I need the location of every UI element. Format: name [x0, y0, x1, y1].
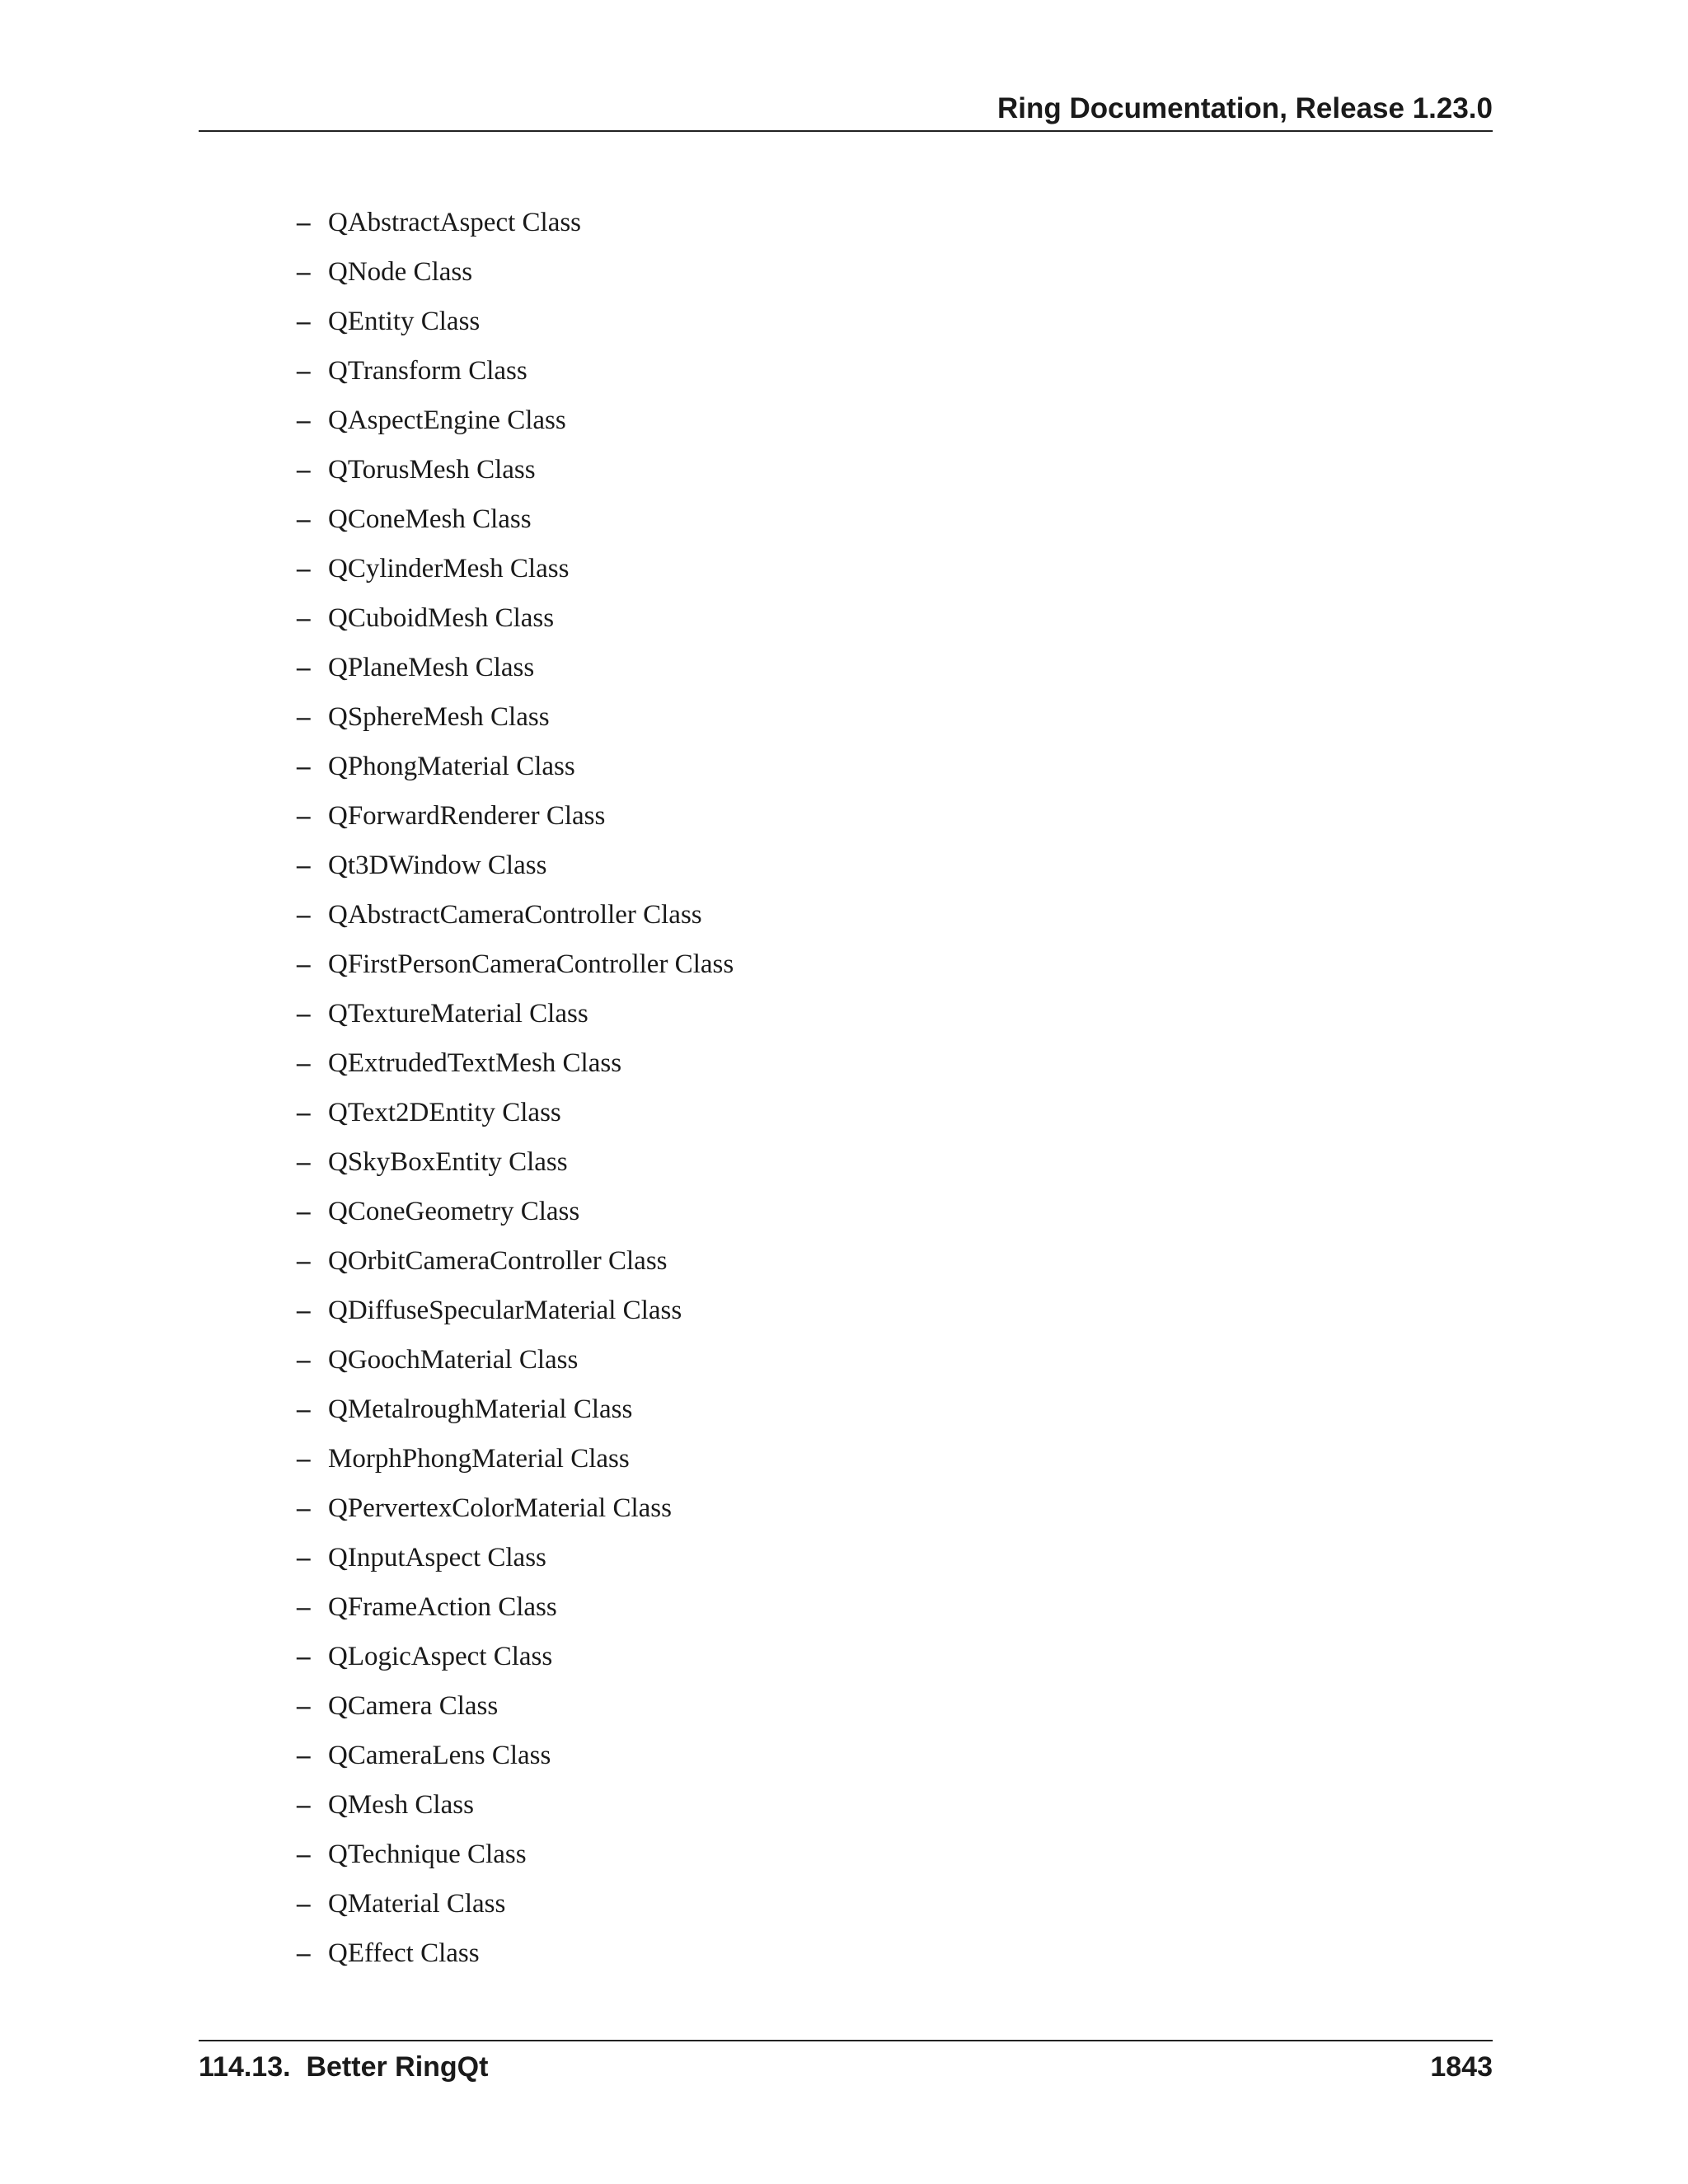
- list-bullet: –: [297, 1196, 311, 1226]
- list-item[interactable]: [297, 1731, 734, 1780]
- list-bullet: –: [297, 751, 311, 781]
- list-item[interactable]: [297, 1286, 734, 1335]
- list-bullet: –: [297, 998, 311, 1029]
- list-item[interactable]: [297, 445, 734, 494]
- list-bullet: –: [297, 1740, 311, 1770]
- list-item-label: QMesh Class: [328, 1789, 474, 1820]
- list-item-label: QConeMesh Class: [328, 504, 532, 534]
- list-bullet: –: [297, 306, 311, 336]
- list-item-label: QTextureMaterial Class: [328, 998, 588, 1029]
- list-bullet: –: [297, 1542, 311, 1572]
- list-bullet: –: [297, 1295, 311, 1325]
- list-bullet: –: [297, 1888, 311, 1919]
- list-item[interactable]: [297, 297, 734, 346]
- list-item-label: QSphereMesh Class: [328, 701, 550, 732]
- list-item[interactable]: [297, 1533, 734, 1582]
- list-bullet: –: [297, 602, 311, 633]
- list-item-label: QPhongMaterial Class: [328, 751, 575, 781]
- header-divider: [199, 130, 1493, 132]
- list-item[interactable]: [297, 940, 734, 989]
- list-item[interactable]: [297, 1236, 734, 1286]
- list-item[interactable]: [297, 593, 734, 643]
- list-item[interactable]: [297, 1434, 734, 1483]
- list-item-label: QTorusMesh Class: [328, 454, 536, 485]
- list-item-label: QFirstPersonCameraController Class: [328, 949, 734, 979]
- list-bullet: –: [297, 1344, 311, 1375]
- list-item[interactable]: [297, 1385, 734, 1434]
- list-item-label: QAspectEngine Class: [328, 405, 566, 435]
- list-bullet: –: [297, 1047, 311, 1078]
- list-item-label: QTransform Class: [328, 355, 528, 386]
- list-item-label: QNode Class: [328, 256, 473, 287]
- list-bullet: –: [297, 1690, 311, 1721]
- footer-divider: [199, 2040, 1493, 2041]
- list-bullet: –: [297, 1789, 311, 1820]
- list-bullet: –: [297, 405, 311, 435]
- list-item[interactable]: [297, 890, 734, 940]
- list-item[interactable]: [297, 742, 734, 791]
- list-item-label: QGoochMaterial Class: [328, 1344, 579, 1375]
- list-item[interactable]: [297, 1335, 734, 1385]
- list-item-label: QAbstractCameraController Class: [328, 899, 702, 930]
- list-bullet: –: [297, 850, 311, 880]
- list-bullet: –: [297, 1641, 311, 1671]
- list-item-label: QEffect Class: [328, 1938, 480, 1968]
- page-footer: [199, 2042, 1493, 2092]
- list-bullet: –: [297, 800, 311, 831]
- list-item-label: QCamera Class: [328, 1690, 499, 1721]
- list-item[interactable]: [297, 1830, 734, 1879]
- list-bullet: –: [297, 355, 311, 386]
- list-item[interactable]: [297, 841, 734, 890]
- list-bullet: –: [297, 1839, 311, 1869]
- list-bullet: –: [297, 1146, 311, 1177]
- list-item-label: QInputAspect Class: [328, 1542, 546, 1572]
- list-bullet: –: [297, 1938, 311, 1968]
- list-bullet: –: [297, 652, 311, 682]
- list-item-label: QPlaneMesh Class: [328, 652, 535, 682]
- list-item-label: QEntity Class: [328, 306, 481, 336]
- footer-section-title: 114.13. Better RingQt: [199, 2050, 489, 2083]
- list-item[interactable]: [297, 1632, 734, 1681]
- list-item-label: QOrbitCameraController Class: [328, 1245, 668, 1276]
- list-item[interactable]: [297, 643, 734, 692]
- list-item-label: QDiffuseSpecularMaterial Class: [328, 1295, 682, 1325]
- list-item[interactable]: [297, 396, 734, 445]
- list-item[interactable]: [297, 1483, 734, 1533]
- list-item-label: QTechnique Class: [328, 1839, 527, 1869]
- list-bullet: –: [297, 1245, 311, 1276]
- list-item[interactable]: [297, 198, 734, 247]
- list-bullet: –: [297, 256, 311, 287]
- list-item[interactable]: [297, 544, 734, 593]
- list-bullet: –: [297, 1097, 311, 1127]
- page-number: 1843: [1430, 2050, 1493, 2083]
- list-item[interactable]: [297, 692, 734, 742]
- list-bullet: –: [297, 504, 311, 534]
- list-bullet: –: [297, 949, 311, 979]
- list-bullet: –: [297, 701, 311, 732]
- list-item-label: QCameraLens Class: [328, 1740, 551, 1770]
- list-item-label: QMaterial Class: [328, 1888, 506, 1919]
- list-item[interactable]: [297, 1681, 734, 1731]
- list-bullet: –: [297, 1591, 311, 1622]
- list-item-label: QConeGeometry Class: [328, 1196, 580, 1226]
- list-item-label: QExtrudedTextMesh Class: [328, 1047, 622, 1078]
- list-item[interactable]: [297, 1582, 734, 1632]
- list-bullet: –: [297, 207, 311, 237]
- list-bullet: –: [297, 454, 311, 485]
- list-item[interactable]: [297, 1780, 734, 1830]
- list-item-label: QCuboidMesh Class: [328, 602, 555, 633]
- list-item-label: QPervertexColorMaterial Class: [328, 1493, 672, 1523]
- page-header: Ring Documentation, Release 1.23.0: [996, 92, 1493, 124]
- list-item-label: QForwardRenderer Class: [328, 800, 606, 831]
- list-item[interactable]: [297, 791, 734, 841]
- list-item-label: MorphPhongMaterial Class: [328, 1443, 630, 1474]
- class-list: [297, 198, 734, 1978]
- list-item-label: QCylinderMesh Class: [328, 553, 570, 583]
- list-bullet: –: [297, 899, 311, 930]
- list-item-label: Qt3DWindow Class: [328, 850, 547, 880]
- list-item-label: QText2DEntity Class: [328, 1097, 561, 1127]
- list-item[interactable]: [297, 494, 734, 544]
- list-bullet: –: [297, 553, 311, 583]
- list-bullet: –: [297, 1493, 311, 1523]
- list-item[interactable]: [297, 1088, 734, 1137]
- list-item[interactable]: [297, 247, 734, 297]
- list-item[interactable]: [297, 989, 734, 1038]
- list-item-label: QMetalroughMaterial Class: [328, 1394, 633, 1424]
- list-item[interactable]: [297, 1038, 734, 1088]
- list-bullet: –: [297, 1394, 311, 1424]
- list-item-label: QSkyBoxEntity Class: [328, 1146, 568, 1177]
- list-item-label: QFrameAction Class: [328, 1591, 557, 1622]
- list-item[interactable]: [297, 1137, 734, 1187]
- list-item[interactable]: [297, 1929, 734, 1978]
- list-item-label: QAbstractAspect Class: [328, 207, 582, 237]
- list-item-label: QLogicAspect Class: [328, 1641, 553, 1671]
- list-item[interactable]: [297, 1879, 734, 1929]
- list-bullet: –: [297, 1443, 311, 1474]
- list-item[interactable]: [297, 1187, 734, 1236]
- list-item[interactable]: [297, 346, 734, 396]
